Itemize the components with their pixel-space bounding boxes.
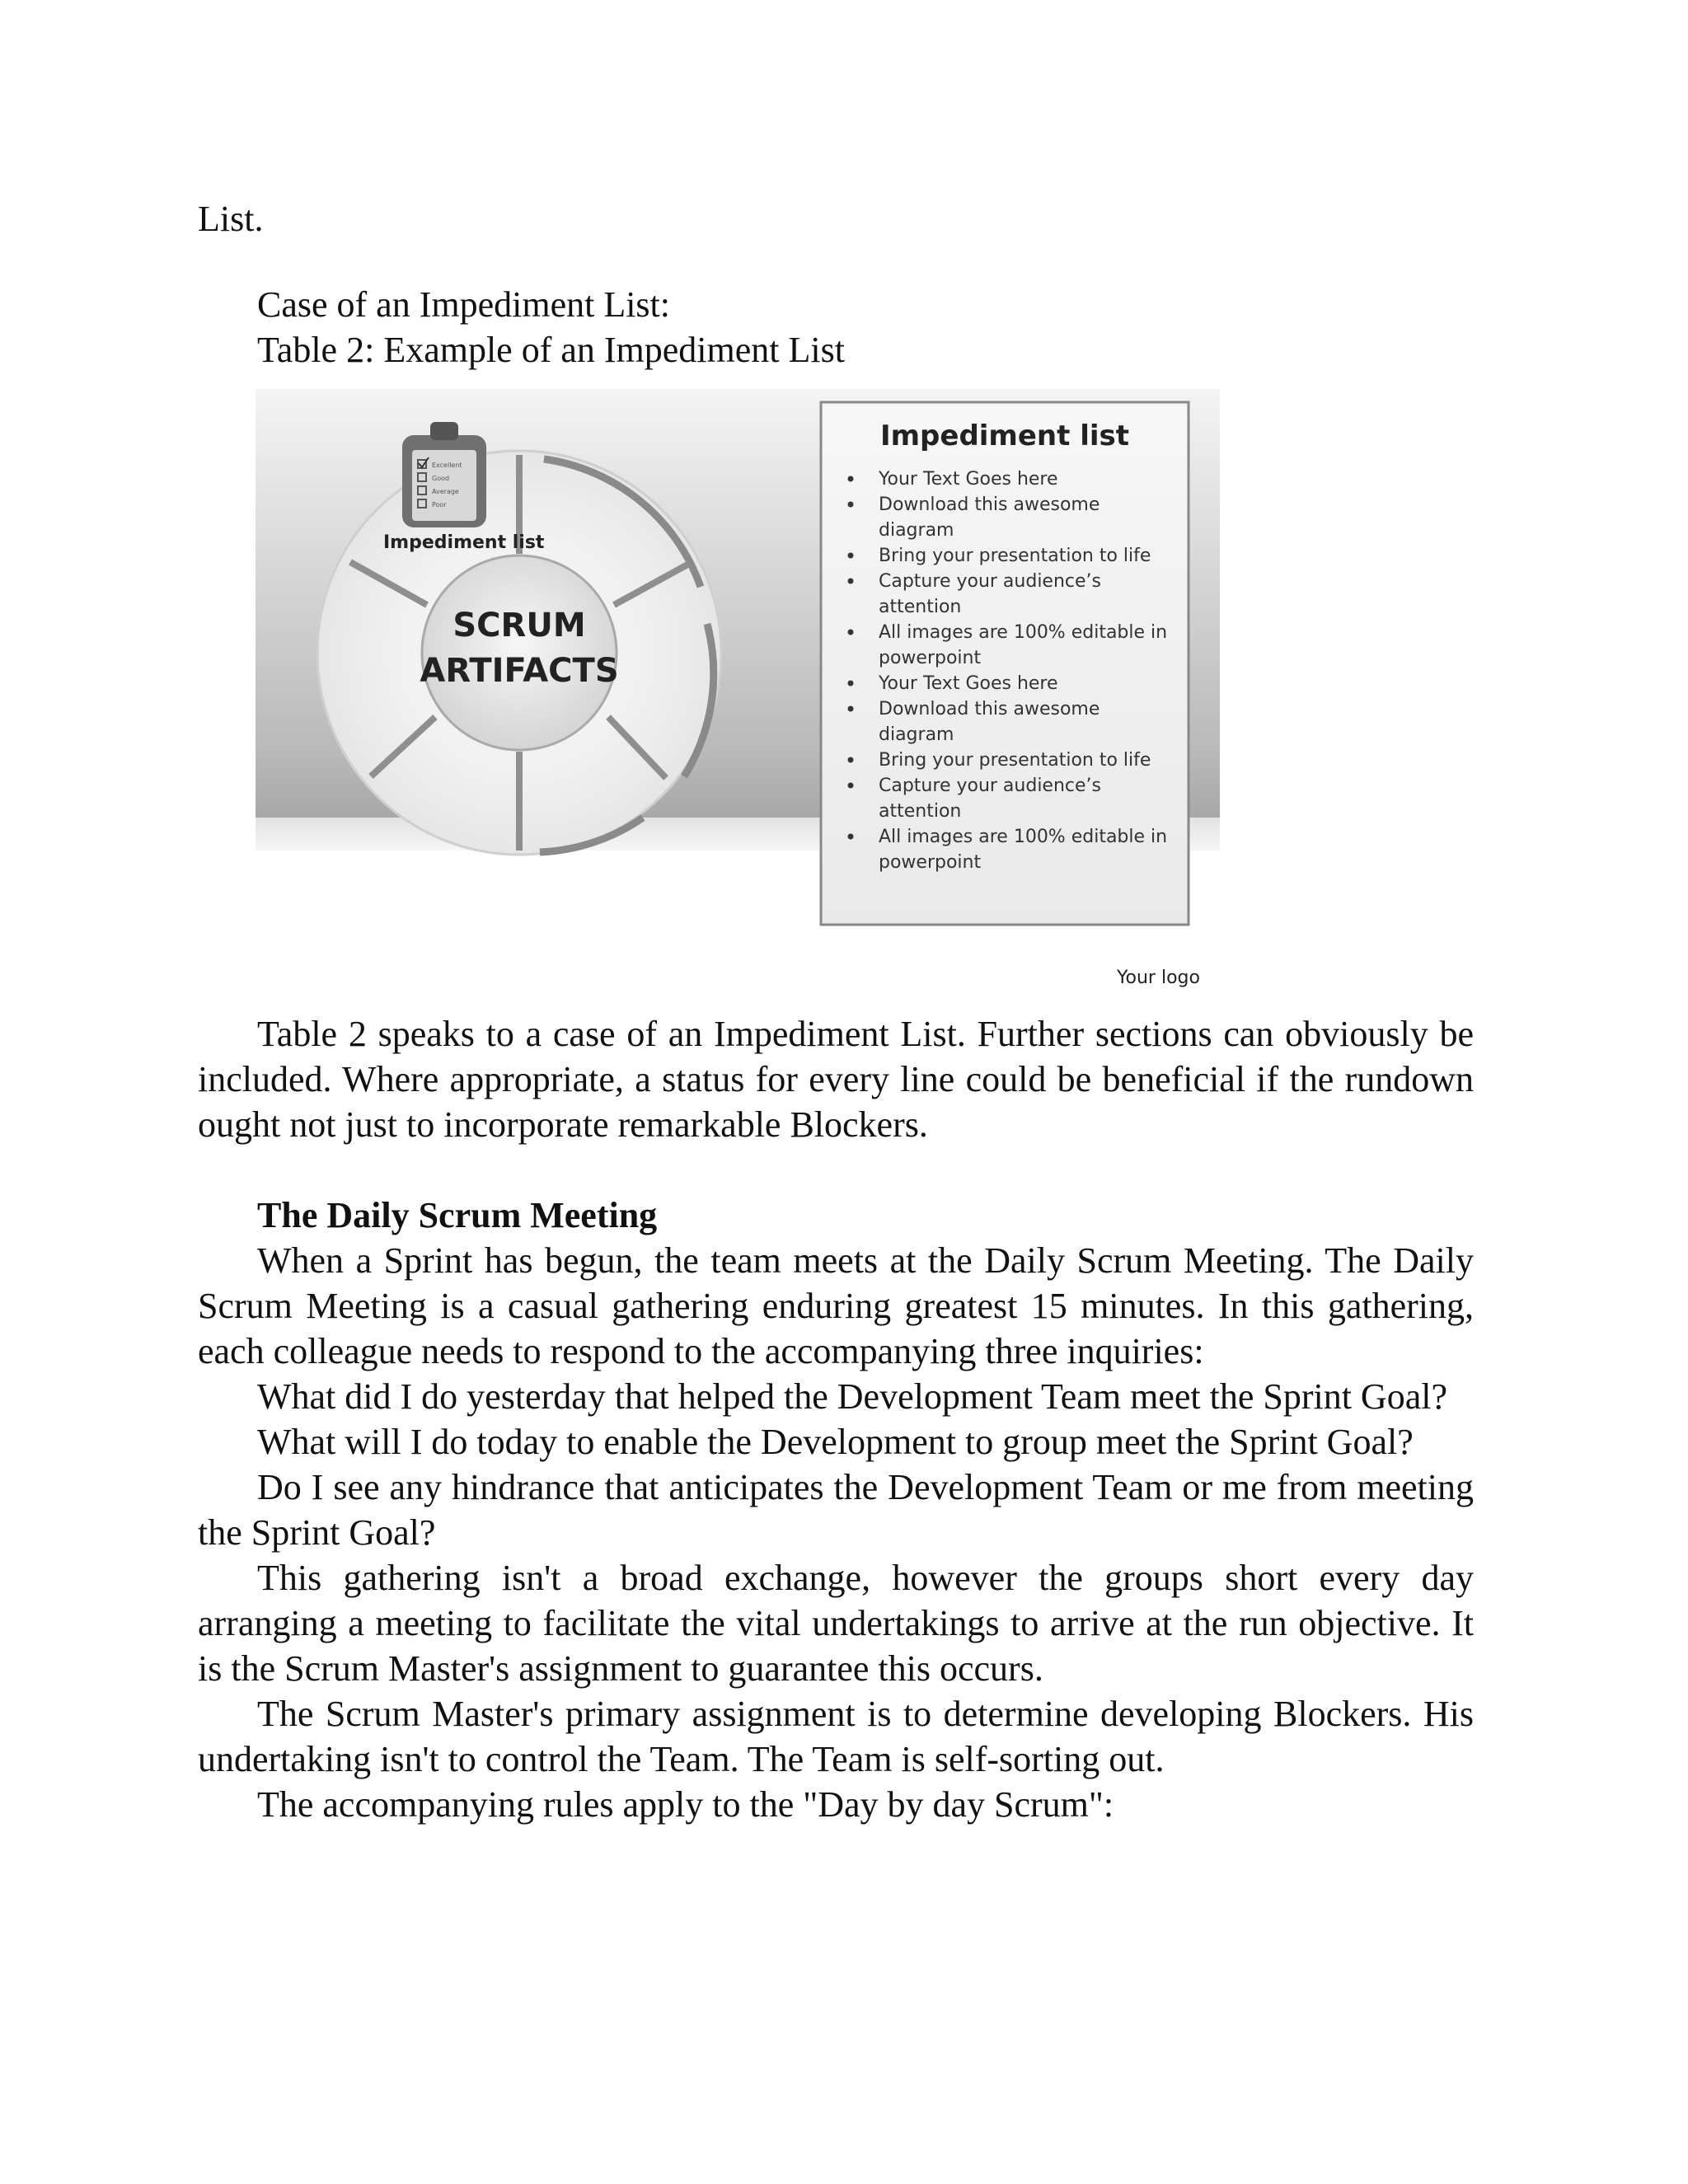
body-text (198, 1011, 1474, 1827)
figure-graphic (256, 389, 1220, 999)
checklist-item: Poor (432, 501, 447, 509)
impediment-item-line: powerpoint (879, 852, 982, 873)
top-text (198, 196, 1474, 241)
impediment-item-line: attention (879, 801, 962, 822)
question-item: What did I do yesterday that helped the Development Team meet the Sprint Goal? (257, 1376, 1447, 1417)
paragraph: The accompanying rules apply to the "Day by day Scrum": (257, 1784, 1114, 1825)
bullet-icon (848, 706, 854, 712)
impediment-item-line: Download this awesome (879, 494, 1100, 515)
case-label: Case of an Impediment List: (257, 284, 670, 325)
impediment-item-line: Your Text Goes here (879, 673, 1058, 694)
caption-block (198, 282, 1474, 373)
circle-label: Impediment list (383, 532, 545, 553)
checklist-item: Excellent (432, 462, 462, 469)
top-fragment: List. (198, 199, 264, 239)
impediment-item-line: Your Text Goes here (879, 469, 1058, 490)
impediment-item-line: Capture your audience’s (879, 571, 1101, 592)
clipboard-icon (402, 422, 486, 527)
center-label-line2: ARTIFACTS (420, 652, 619, 690)
impediment-item-line: All images are 100% editable in (879, 622, 1168, 643)
bullet-icon (848, 579, 854, 584)
impediment-item-line: attention (879, 597, 962, 617)
bullet-icon (848, 630, 854, 635)
table-caption: Table 2: Example of an Impediment List (257, 330, 845, 370)
impediment-item-line: diagram (879, 520, 954, 541)
impediment-box-title: Impediment list (879, 419, 1130, 452)
question-item: Do I see any hindrance that anticipates the Development Team or me from meeting the Sprint Goal? (198, 1467, 1474, 1553)
bullet-icon (848, 757, 854, 763)
impediment-item-line: powerpoint (879, 648, 982, 668)
impediment-item-line: All images are 100% editable in (879, 827, 1168, 847)
impediment-list-figure (256, 389, 1220, 999)
question-item: What will I do today to enable the Development to group meet the Sprint Goal? (257, 1422, 1414, 1462)
bullet-icon (848, 681, 854, 687)
bullet-icon (848, 834, 854, 840)
center-label-line1: SCRUM (452, 607, 586, 644)
paragraph: When a Sprint has begun, the team meets at the Daily Scrum Meeting. The Daily Scrum Meeting is a casual gathering enduring greatest 15 minutes. In this gathering, each colleague needs to respond to the accompanying three inquiries: (198, 1240, 1474, 1371)
checklist-item: Good (432, 475, 450, 482)
bullet-icon (848, 502, 854, 508)
impediment-item-line: Download this awesome (879, 699, 1100, 719)
bullet-icon (848, 553, 854, 559)
paragraph: Table 2 speaks to a case of an Impediment List. Further sections can obviously be included. Where appropriate, a status for every line could be beneficial if the rundown ought not just to incorporate remarkable Blockers. (198, 1014, 1474, 1145)
impediment-item-line: diagram (879, 724, 954, 745)
impediment-item-line: Capture your audience’s (879, 776, 1101, 796)
bullet-icon (848, 476, 854, 482)
impediment-item-line: Bring your presentation to life (879, 750, 1151, 771)
checklist-item: Average (432, 488, 459, 495)
bullet-icon (848, 783, 854, 789)
impediment-item-line: Bring your presentation to life (879, 546, 1151, 566)
logo-text: Your logo (1117, 968, 1200, 988)
paragraph: This gathering isn't a broad exchange, however the groups short every day arranging a meeting to facilitate the vital undertakings to arrive at the run objective. It is the Scrum Master's assignment to guarantee this occurs. (198, 1558, 1474, 1689)
paragraph: The Scrum Master's primary assignment is to determine developing Blockers. His undertaking isn't to control the Team. The Team is self-sorting out. (198, 1694, 1474, 1779)
section-heading: The Daily Scrum Meeting (257, 1195, 658, 1235)
